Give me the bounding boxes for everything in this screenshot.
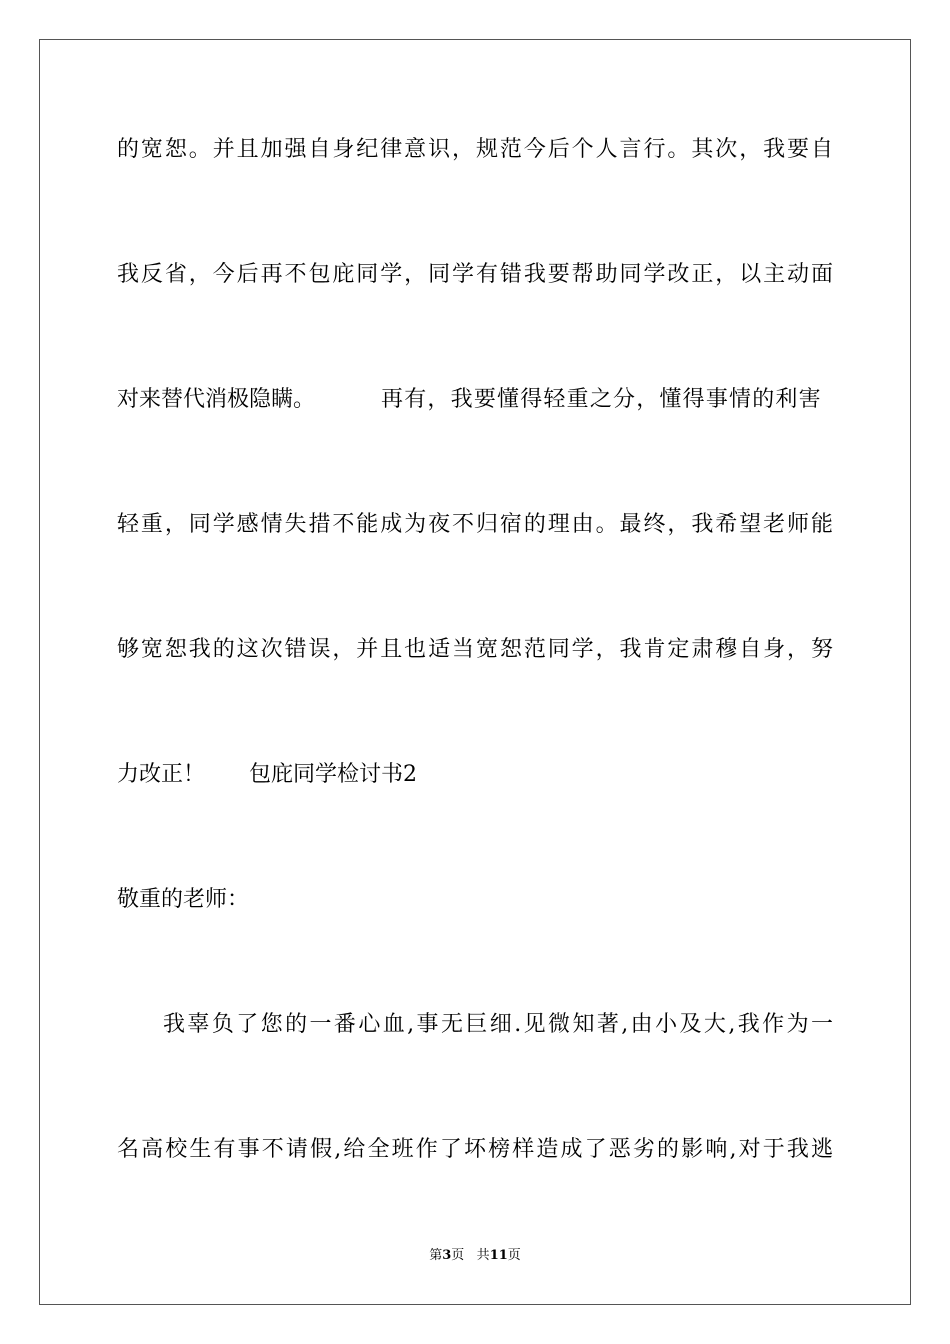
body-line-6a: 力改正！ bbox=[117, 762, 206, 787]
body-line-3a: 对来替代消极隐瞒。 bbox=[117, 387, 316, 412]
body-line-4: 轻重，同学感情失措不能成为夜不归宿的理由。最终，我希望老师能 bbox=[117, 512, 833, 537]
body-line-5: 够宽恕我的这次错误，并且也适当宽恕范同学，我肯定肃穆自身，努 bbox=[117, 637, 833, 662]
page-border bbox=[39, 39, 911, 1305]
body-line-3b: 再有，我要懂得轻重之分，懂得事情的利害 bbox=[381, 387, 822, 412]
body-line-3 bbox=[117, 386, 833, 414]
footer-page-number: 3 bbox=[442, 1248, 452, 1263]
salutation: 敬重的老师： bbox=[117, 887, 250, 912]
footer-page-prefix: 第 bbox=[429, 1248, 443, 1263]
body-line-6 bbox=[117, 761, 833, 789]
footer-page-suffix: 页 bbox=[451, 1248, 465, 1263]
footer-total-pages: 11 bbox=[489, 1248, 508, 1263]
body-line-8: 名高校生有事不请假,给全班作了坏榜样造成了恶劣的影响,对于我逃 bbox=[117, 1137, 833, 1162]
section-heading: 包庇同学检讨书2 bbox=[249, 762, 418, 787]
footer-total-prefix: 共 bbox=[476, 1248, 490, 1263]
footer-total-suffix: 页 bbox=[507, 1248, 521, 1263]
body-line-7: 我辜负了您的一番心血,事无巨细.见微知著,由小及大,我作为一 bbox=[163, 1012, 833, 1037]
body-line-2: 我反省，今后再不包庇同学，同学有错我要帮助同学改正，以主动面 bbox=[117, 262, 833, 287]
page-footer bbox=[0, 1247, 950, 1265]
body-line-1: 的宽恕。并且加强自身纪律意识，规范今后个人言行。其次，我要自 bbox=[117, 137, 833, 162]
